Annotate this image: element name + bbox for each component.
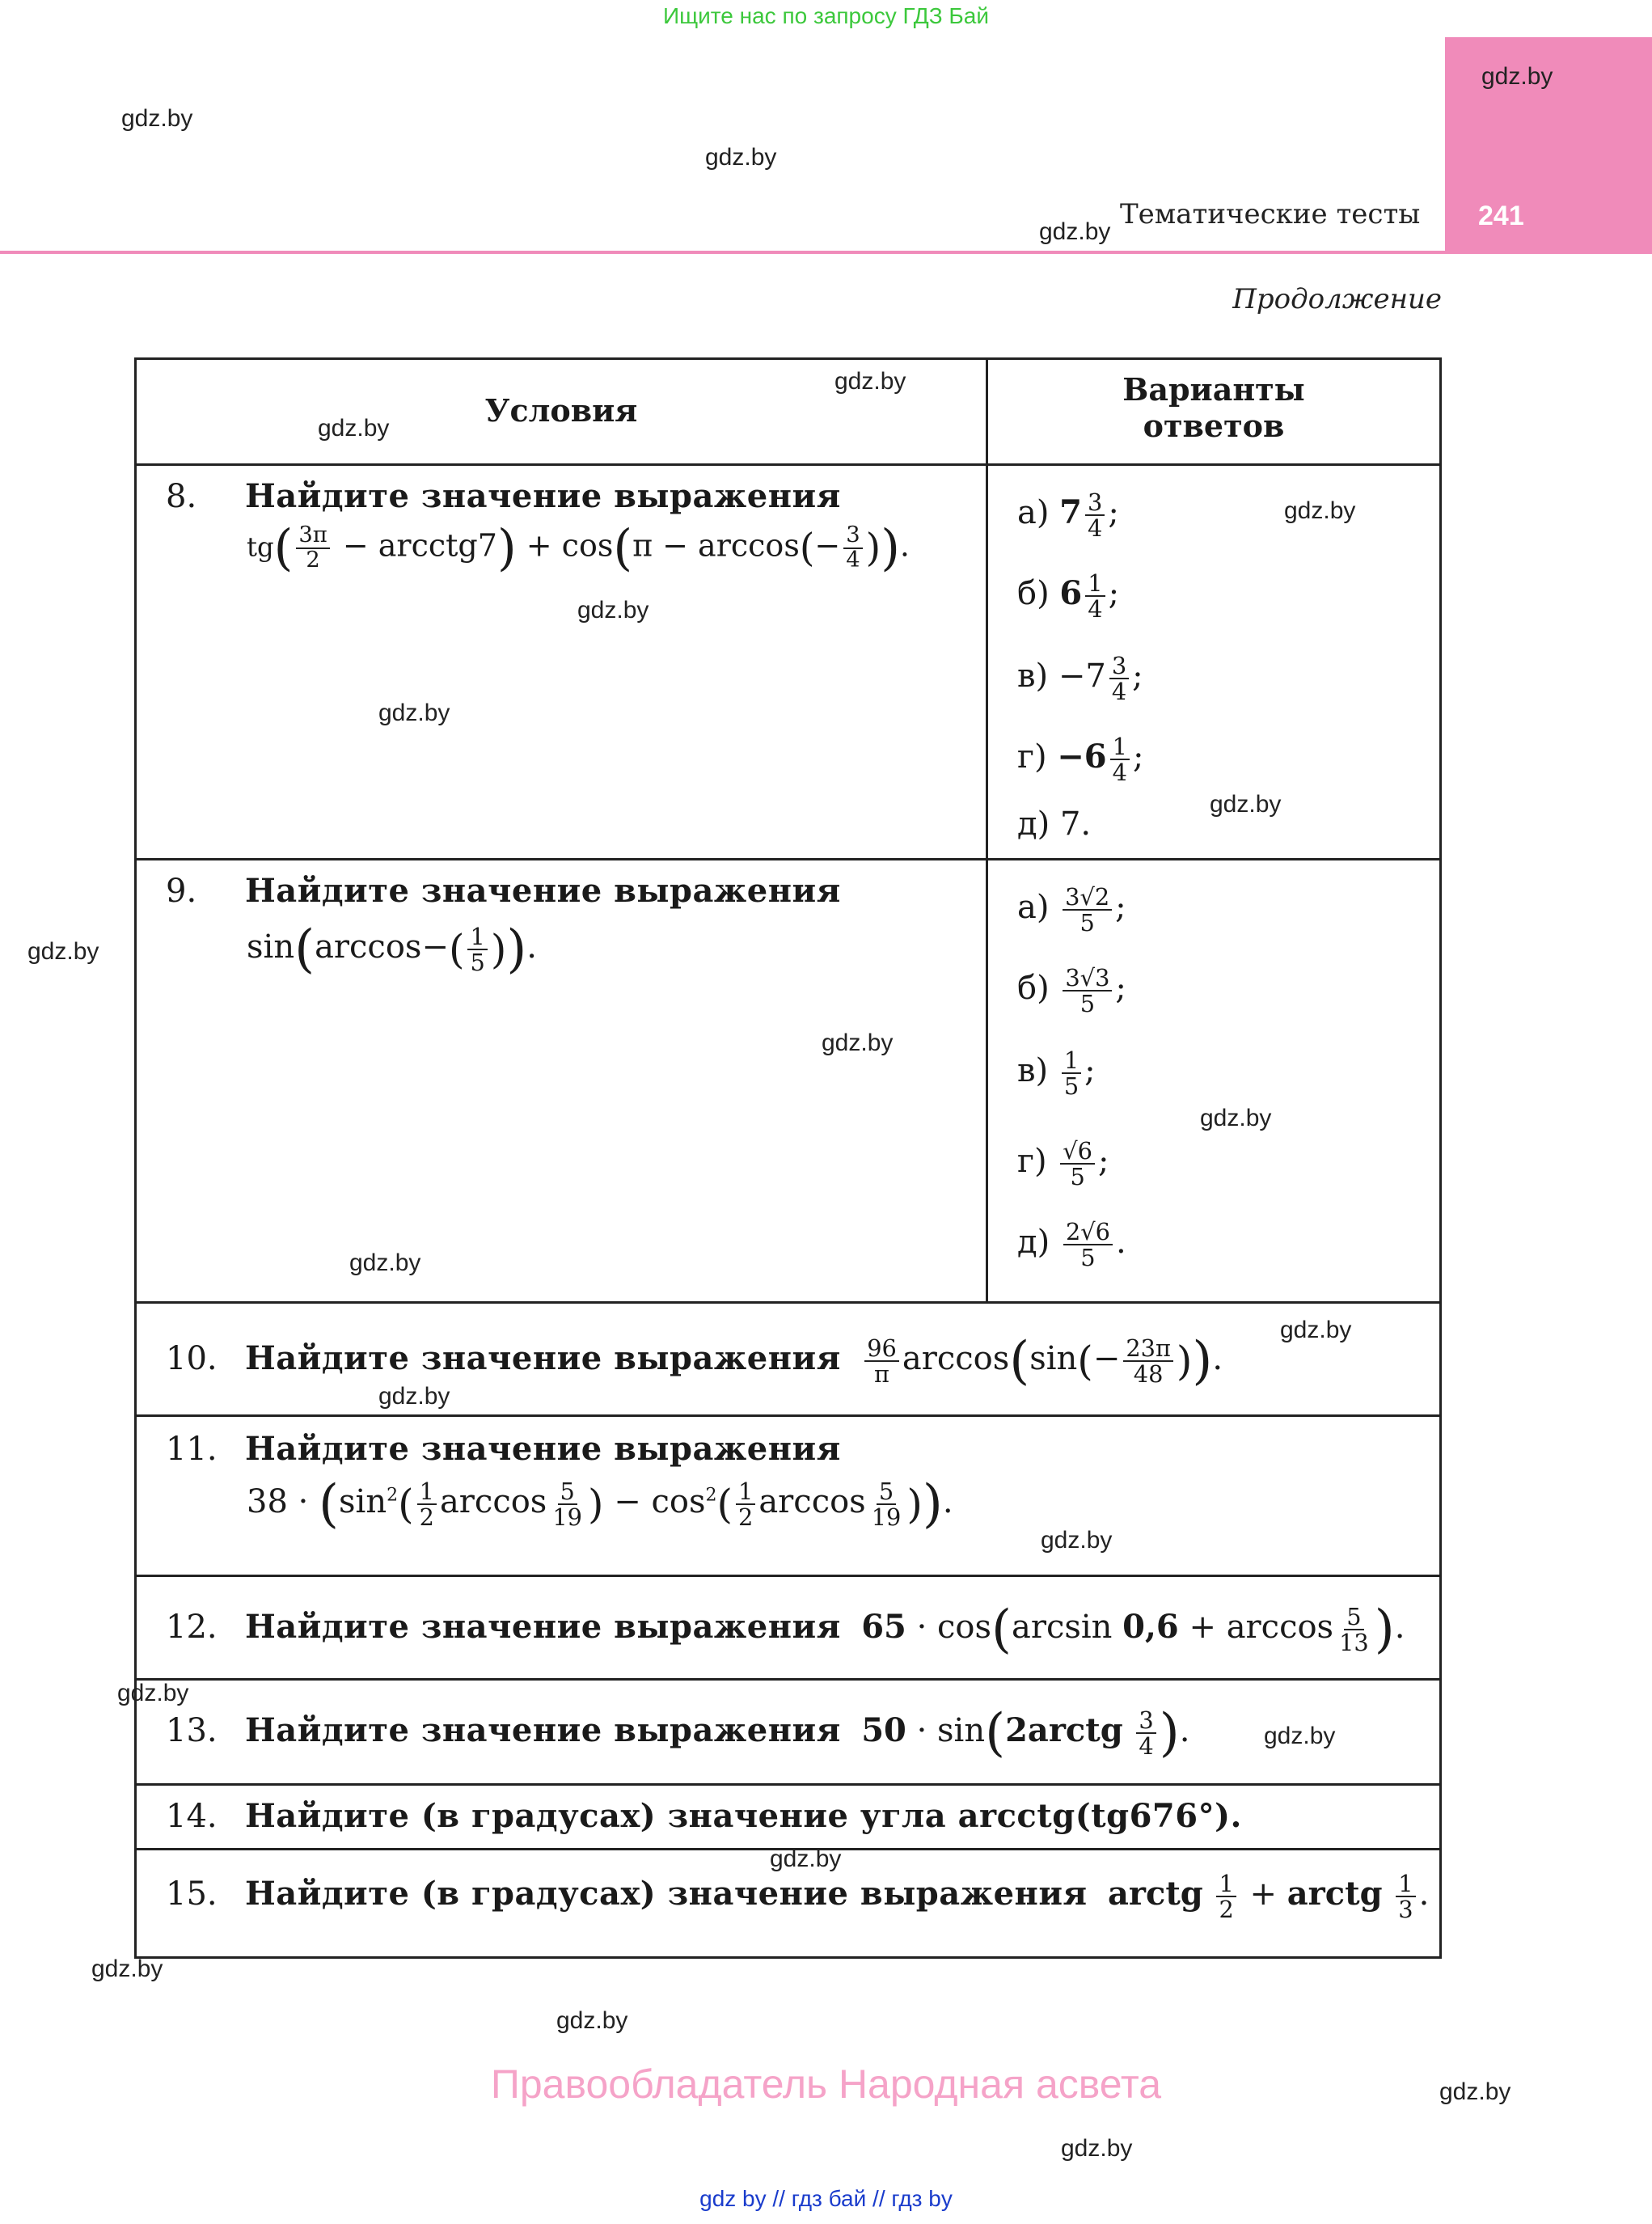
question-13: 13. Найдите значение выражения 50 · sin(2arctg $\frac{3}{4}$ ). [136,1680,1441,1785]
option: в) $\frac{1}{5}$ ; [1017,1046,1096,1101]
page-number: 241 [1478,201,1524,231]
option: г) $\frac{√6}{5}$ ; [1017,1137,1109,1191]
question-text: Найдите значение выражения [245,1608,841,1646]
question-12: 12. Найдите значение выражения 65 · cos(arcsin 0,6 + arccos $\frac{5}{13}$ ). [136,1576,1441,1680]
watermark: gdz.by [705,144,777,171]
tests-table [134,357,1442,1959]
expression: 65 · cos(arcsin 0,6 + arccos $\frac{5}{13}$ ). [861,1600,1405,1660]
question-11: 11. Найдите значение выражения $38 \cdot (\sin^2$( $\frac{1}{2}$ arccos $\frac{5}{19}$ ) − $\cos^2$( $\frac{1}{2}$ arccos $\frac{5}{19}$ )). [136,1416,1441,1576]
option: а) 7 $\frac{3}{4}$ ; [1017,488,1119,543]
watermark: gdz.by [556,2007,628,2034]
watermark: gdz.by [27,938,99,965]
footer-links[interactable]: gdz by // гдз бай // гдз by [699,2186,953,2211]
header-conditions: Условия [136,359,987,465]
header-divider [0,251,1652,254]
expression: arctg $\frac{1}{2}$ + arctg $\frac{1}{3}$ . [1107,1870,1430,1924]
watermark: gdz.by [1061,2135,1133,2162]
copyright-owner: Правообладатель Народная асвета [490,2061,1162,2107]
continuation-label: Продолжение [1232,283,1442,315]
option: б) 6 $\frac{1}{4}$ ; [1017,569,1120,624]
watermark: gdz.by [822,1030,894,1056]
watermark: gdz.by [349,1249,421,1276]
question-row [136,1785,1441,1850]
expression: $38 \cdot (\sin^2$( $\frac{1}{2}$ arccos $\frac{5}{19}$ ) − $\cos^2$( $\frac{1}{2}$ arccos $\frac{5}{19}$ )). [247,1474,953,1534]
question-text: Найдите (в градусах) значение выражения [245,1875,1088,1913]
option: в) −7 $\frac{3}{4}$ ; [1017,652,1143,706]
question-row [136,1416,1441,1576]
question-text: Найдите значение выражения [245,1430,841,1468]
watermark: gdz.by [378,700,450,726]
watermark: gdz.by [378,1383,450,1410]
expression: sin(arccos−( $\frac{1}{5}$ )). [247,920,538,979]
option: д) 7. [1017,805,1092,843]
top-note: Ищите нас по запросу ГДЗ Бай [662,3,990,28]
question-9: 9. Найдите значение выражения sin(arccos−( $\frac{1}{5}$ )). [136,860,987,1303]
watermark: gdz.by [121,105,193,132]
watermark: gdz.by [1439,2078,1511,2105]
watermark: gdz.by [834,368,906,395]
watermark: gdz.by [577,597,649,624]
question-14: 14. Найдите (в градусах) значение угла arcctg(tg676°). [136,1785,1441,1850]
option: г) −6 $\frac{1}{4}$ ; [1017,733,1144,787]
header-answers: Варианты ответов [987,359,1441,465]
watermark: gdz.by [117,1680,189,1706]
expression: 50 · sin(2arctg $\frac{3}{4}$ ). [861,1703,1190,1763]
option: д) $\frac{2√6}{5}$ . [1017,1218,1126,1272]
question-row [136,1303,1441,1416]
question-10: 10. Найдите значение выражения $\frac{96}{\pi}$ arccos(sin(− $\frac{23\pi}{48}$ )). [136,1303,1441,1416]
question-text: Найдите значение выражения [245,1711,841,1749]
question-8: 8. Найдите значение выражения tg( $\frac{3\pi}{2}$ − arcctg7) + cos(π − arccos(− $\frac{3}{4}$ )). [136,465,987,860]
question-text: Найдите значение выражения [245,477,841,515]
answers-9 [987,860,1441,1303]
question-text: Найдите значение выражения [245,872,841,910]
watermark: gdz.by [318,415,390,442]
watermark: gdz.by [1200,1105,1272,1131]
watermark: gdz.by [1039,218,1111,245]
question-text: Найдите (в градусах) значение угла arcctg(tg676°). [245,1797,1242,1835]
watermark: gdz.by [1264,1723,1336,1749]
watermark: gdz.by [1284,497,1356,524]
watermark: gdz.by [91,1956,163,1982]
question-row [136,860,1441,1303]
watermark: gdz.by [1041,1527,1113,1554]
expression: tg( $\frac{3\pi}{2}$ − arcctg7) + cos(π − arccos(− $\frac{3}{4}$ )). [247,520,911,577]
watermark: gdz.by [1210,791,1282,818]
question-text: Найдите значение выражения [245,1339,841,1377]
section-title: Тематические тесты [1120,198,1421,230]
question-row [136,1680,1441,1785]
option: а) $\frac{3√2}{5}$ ; [1017,883,1126,937]
watermark: gdz.by [770,1846,842,1872]
option: б) $\frac{3√3}{5}$ ; [1017,964,1126,1018]
question-15: 15. Найдите (в градусах) значение выражения arctg $\frac{1}{2}$ + arctg $\frac{1}{3}$ . [136,1850,1441,1958]
watermark: gdz.by [1280,1317,1352,1343]
question-row [136,1576,1441,1680]
watermark: gdz.by [1481,63,1553,90]
expression: $\frac{96}{\pi}$ arccos(sin(− $\frac{23\pi}{48}$ )). [851,1340,1223,1377]
